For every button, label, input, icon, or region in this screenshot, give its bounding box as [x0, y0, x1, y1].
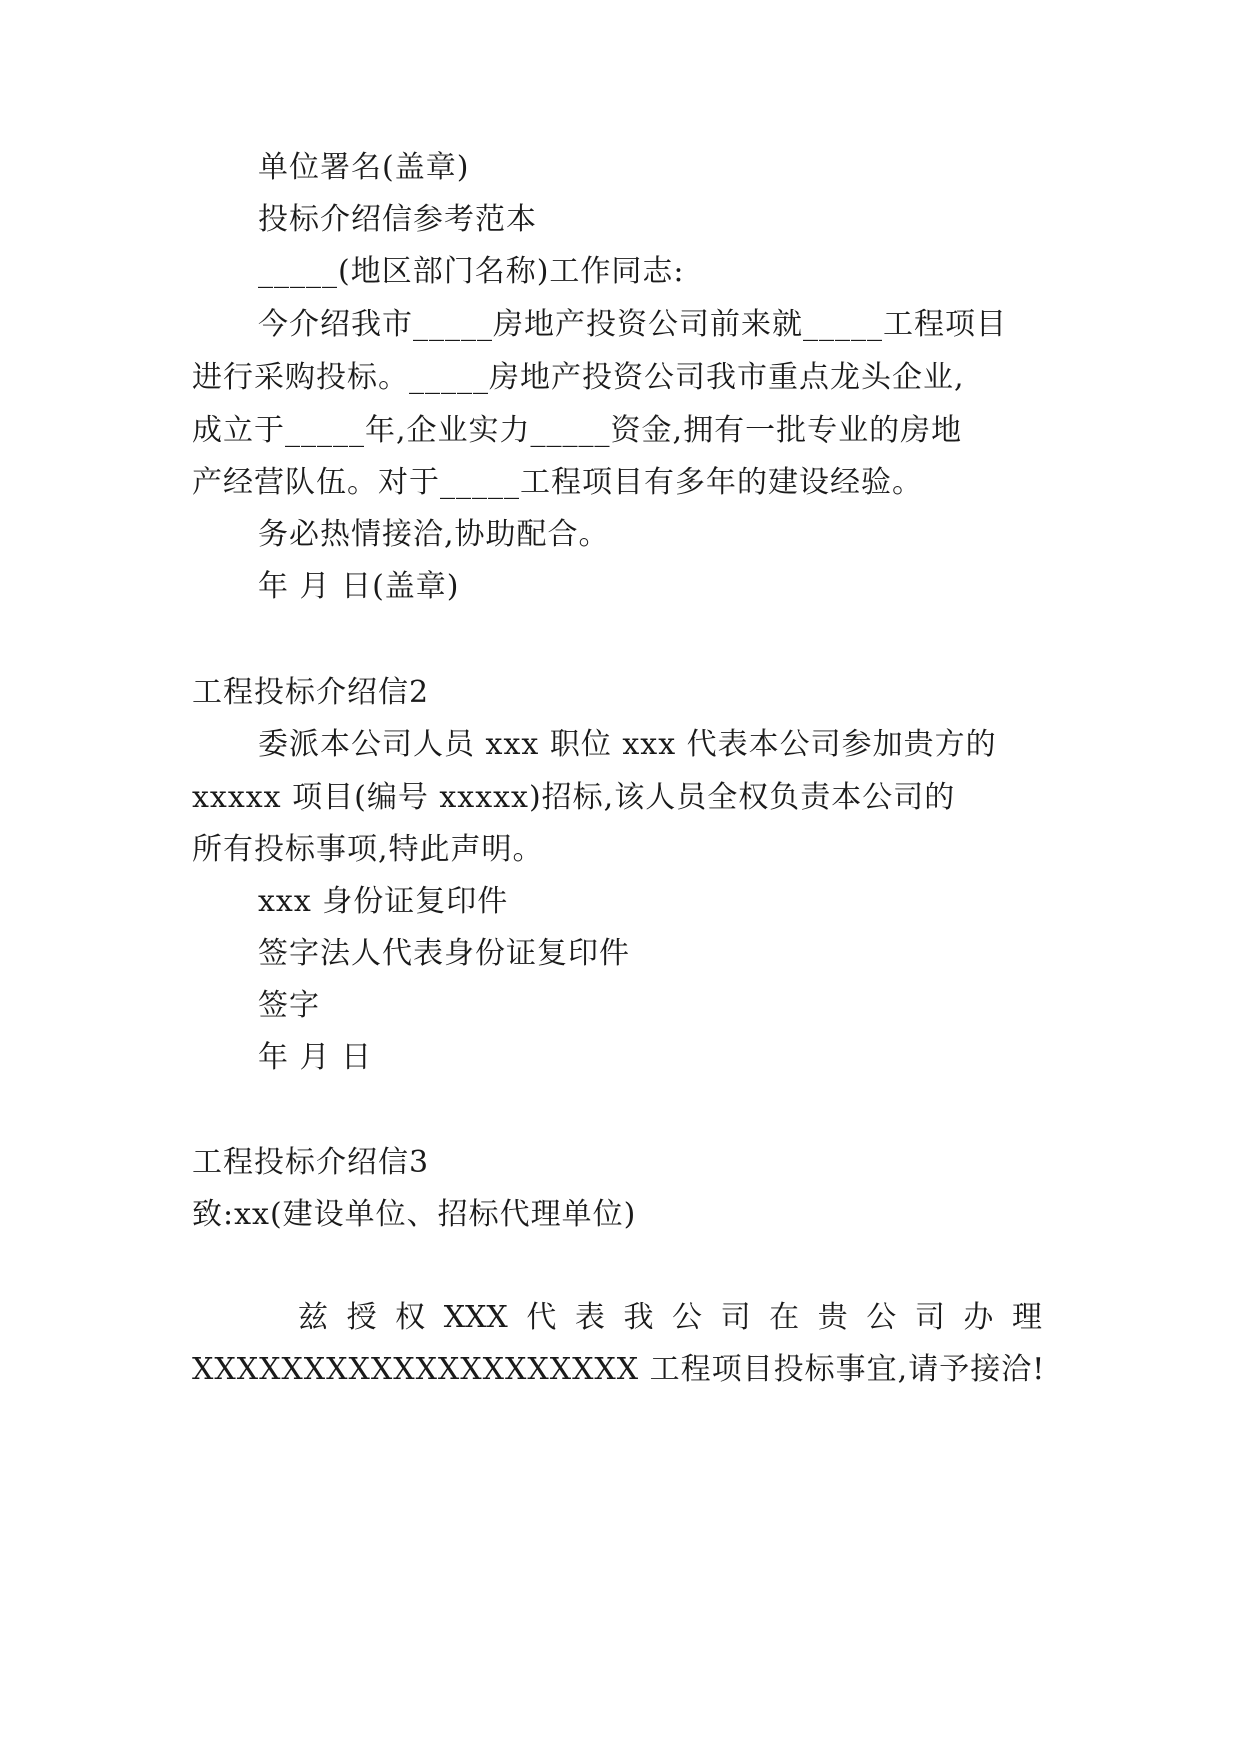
date-line: 年 月 日: [258, 1040, 373, 1075]
justified-word: 代: [526, 1300, 557, 1335]
justified-word: 兹: [298, 1300, 328, 1335]
salutation: _____(地区部门名称)工作同志:: [258, 254, 685, 289]
justified-word: 授: [346, 1300, 377, 1335]
body-line: 委派本公司人员 xxx 职位 xxx 代表本公司参加贵方的: [258, 727, 997, 762]
body-line: 进行采购投标。_____房地产投资公司我市重点龙头企业,: [192, 360, 965, 395]
justified-word: XXX: [443, 1300, 508, 1335]
justified-word: 贵: [817, 1300, 848, 1335]
justified-word: 在: [769, 1300, 800, 1335]
section-heading: 工程投标介绍信3: [192, 1145, 430, 1180]
signature-line: 单位署名(盖章): [258, 150, 470, 185]
section-heading: 工程投标介绍信2: [192, 675, 430, 710]
justified-word: 表: [574, 1300, 605, 1335]
body-line: 所有投标事项,特此声明。: [192, 832, 544, 867]
justified-word: 公: [672, 1300, 703, 1335]
legal-rep-line: 签字法人代表身份证复印件: [258, 936, 630, 971]
justified-word: 理: [1011, 1300, 1042, 1335]
sign-line: 签字: [258, 988, 320, 1023]
body-line: 产经营队伍。对于_____工程项目有多年的建设经验。: [192, 465, 923, 500]
body-line: XXXXXXXXXXXXXXXXXXXX 工程项目投标事宜,请予接洽!: [192, 1352, 1046, 1387]
body-line-justified: [298, 1298, 1042, 1338]
recipient-line: 致:xx(建设单位、招标代理单位): [192, 1197, 637, 1232]
id-copy-line: xxx 身份证复印件: [258, 884, 509, 919]
body-line: 今介绍我市_____房地产投资公司前来就_____工程项目: [258, 307, 1007, 342]
body-line: xxxxx 项目(编号 xxxxx)招标,该人员全权负责本公司的: [192, 780, 956, 815]
justified-word: 权: [395, 1300, 426, 1335]
body-line: 成立于_____年,企业实力_____资金,拥有一批专业的房地: [192, 413, 963, 448]
justified-word: 公: [866, 1300, 897, 1335]
justified-word: 司: [720, 1300, 751, 1335]
letter-title: 投标介绍信参考范本: [258, 202, 537, 237]
closing-line: 务必热情接洽,协助配合。: [258, 517, 610, 552]
justified-word: 我: [623, 1300, 654, 1335]
justified-word: 司: [914, 1300, 945, 1335]
justified-word: 办: [963, 1300, 994, 1335]
date-line: 年 月 日(盖章): [258, 569, 460, 604]
